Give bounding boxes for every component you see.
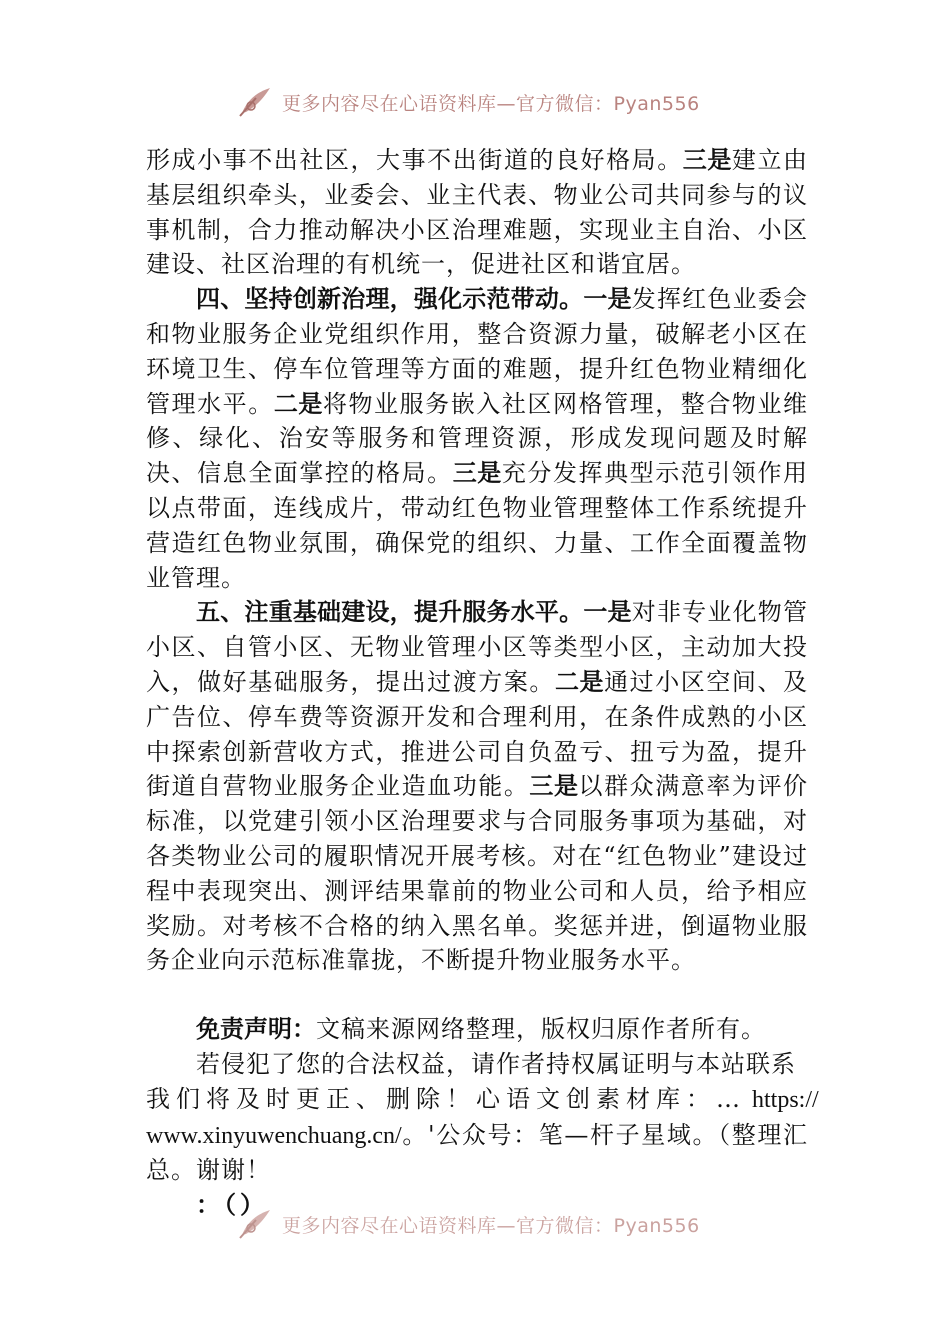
disclaimer-contact-line — [146, 1047, 808, 1082]
bold-run: 三是 — [452, 459, 502, 488]
watermark-text: 更多内容尽在心语资料库—官方微信：Pyan556 — [282, 1214, 700, 1237]
feather-logo-icon — [236, 1207, 274, 1241]
text-run: 以群众满意率为评价标准，以党建引领小区治理要求与合同服务事项为基础，对各类物业公司的履职情况开展考核。对在“红色物业”建设过程中表现突出、测评结果靠前的物业公司和人员，给予相应奖励。对考核不合格的纳入黑名单。奖惩并进，倒逼物业服务企业向示范标准靠拢，不断提升物业服务水平。 — [146, 772, 809, 975]
paragraph-continuation — [146, 143, 808, 282]
disclaimer-text: 我们将及时更正、删除！心语文创素材库：… — [146, 1084, 746, 1113]
paragraph-section-five — [146, 595, 808, 978]
feather-logo-icon — [236, 85, 274, 119]
disclaimer-line — [146, 1012, 808, 1047]
watermark-header — [236, 84, 700, 120]
bold-run: 三是 — [529, 772, 579, 801]
watermark-text: 更多内容尽在心语资料库—官方微信：Pyan556 — [282, 92, 700, 115]
text-run: 通过小区空间、及广告位、停车费等资源开发和合理利用，在条件成熟的小区中探索创新营收方式，推进公司自负盈亏、扭亏为盈，提升街道自营物业服务企业造血功能。 — [146, 667, 809, 801]
disclaimer-text: 文稿来源网络整理，版权归原作者所有。 — [316, 1015, 766, 1044]
section-heading: 五、注重基础建设，提升服务水平。一是 — [196, 598, 632, 627]
disclaimer-text: 。'公众号：笔—杆子星域。（整理汇总。谢谢！ — [146, 1120, 808, 1185]
bold-run: 三是 — [682, 146, 732, 174]
watermark-footer — [236, 1206, 700, 1242]
disclaimer-label: 免责声明： — [196, 1015, 316, 1044]
bold-run: 二是 — [554, 667, 605, 696]
text-run: 建立由基层组织牵头，业委会、业主代表、物业公司共同参与的议事机制，合力推动解决小区治理难题，实现业主自治、小区建设、社区治理的有机统一，促进社区和谐宜居。 — [146, 146, 809, 279]
site-url-link[interactable]: https:// — [746, 1086, 819, 1113]
section-heading: 四、坚持创新治理，强化示范带动。一是 — [196, 285, 632, 314]
disclaimer-notice-line — [146, 1082, 819, 1118]
document-body — [146, 143, 819, 1223]
text-run: 发挥红色业委会和物业服务企业党组织作用，整合资源力量，破解老小区在环境卫生、停车位管理等方面的难题，提升红色物业精细化管理水平。 — [146, 285, 808, 418]
disclaimer-text: 若侵犯了您的合法权益，请作者持权属证明与本站联系 — [196, 1049, 796, 1078]
footer-marks: ：（） — [196, 1191, 268, 1220]
site-url-link[interactable]: www.xinyuwenchuang.cn/ — [146, 1122, 402, 1149]
disclaimer-url-line — [146, 1118, 808, 1189]
text-run: 形成小事不出社区，大事不出街道的良好格局。 — [146, 146, 683, 174]
text-run: 对非专业化物管小区、自管小区、无物业管理小区等类型小区，主动加大投入，做好基础服务，提出过渡方案。 — [146, 598, 808, 696]
text-run: 充分发挥典型示范引领作用以点带面，连线成片，带动红色物业管理整体工作系统提升营造红色物业氛围，确保党的组织、力量、工作全面覆盖物业管理。 — [146, 459, 809, 592]
bold-run: 二是 — [273, 389, 323, 418]
paragraph-section-four — [146, 282, 808, 595]
spacer — [146, 978, 808, 1012]
text-run: 将物业服务嵌入社区网格管理，整合物业维修、绿化、治安等服务和管理资源，形成发现问题及时解决、信息全面掌控的格局。 — [146, 389, 809, 488]
